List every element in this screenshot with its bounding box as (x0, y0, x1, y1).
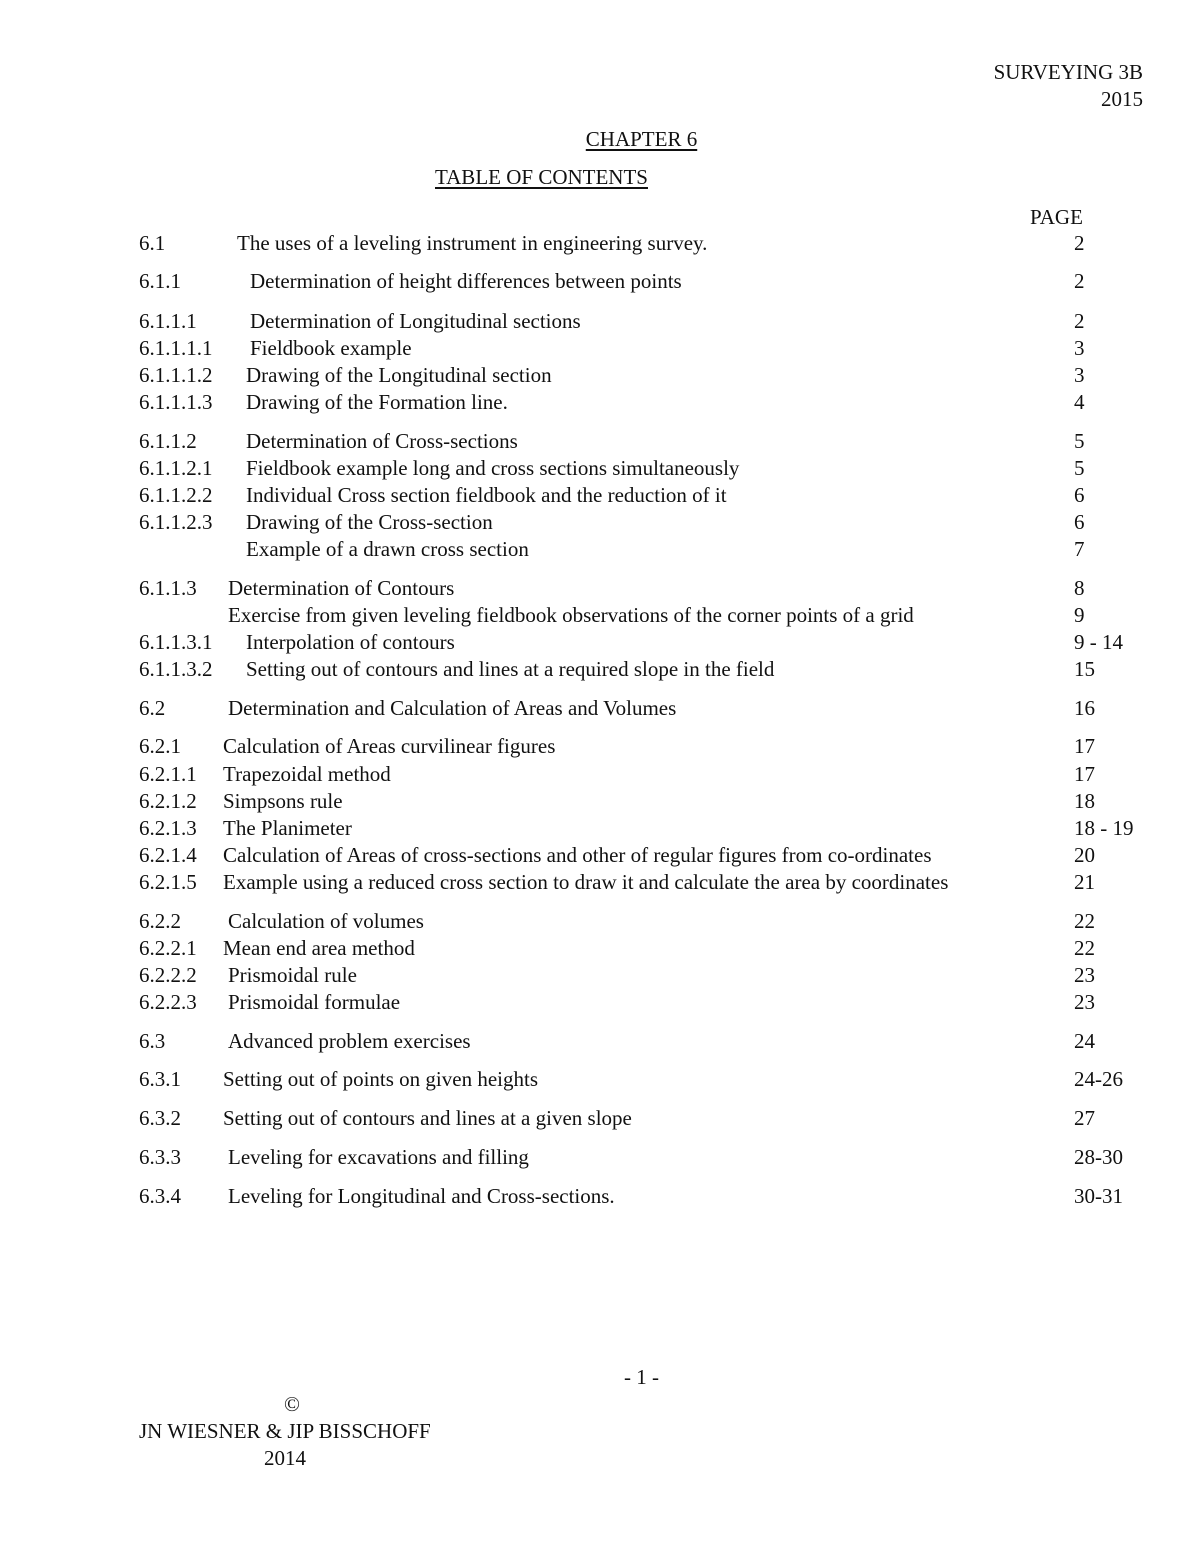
toc-page-number: 16 (1074, 696, 1095, 720)
toc-section-number: 6.1.1.1.3 (139, 390, 213, 414)
header-course-title: SURVEYING 3B (993, 60, 1143, 84)
toc-page-number: 6 (1074, 510, 1085, 534)
toc-section-title: Drawing of the Longitudinal section (246, 363, 552, 387)
toc-section-number: 6.1.1.1.1 (139, 336, 213, 360)
toc-page-number: 5 (1074, 456, 1085, 480)
toc-section-number: 6.1.1.2.2 (139, 483, 213, 507)
toc-page-number: 28-30 (1074, 1145, 1123, 1169)
toc-section-title: Prismoidal rule (228, 963, 357, 987)
toc-section-title: Prismoidal formulae (228, 990, 401, 1014)
toc-section-title: Trapezoidal method (223, 762, 391, 786)
toc-section-number: 6.2.2 (139, 909, 181, 933)
copyright-symbol: © (284, 1392, 300, 1416)
toc-page-number: 8 (1074, 576, 1085, 600)
toc-section-title: Determination of Cross-sections (246, 429, 518, 453)
toc-section-number: 6.2.1 (139, 734, 181, 758)
toc-section-number: 6.2.1.5 (139, 870, 197, 894)
toc-section-title: Drawing of the Formation line. (246, 390, 508, 414)
toc-section-number: 6.2.1.2 (139, 789, 197, 813)
toc-section-title: Exercise from given leveling fieldbook observations of the corner points of a grid (228, 603, 914, 627)
toc-page-number: 4 (1074, 390, 1085, 414)
toc-section-number: 6.2.1.3 (139, 816, 197, 840)
toc-page-number: 18 - 19 (1074, 816, 1134, 840)
toc-section-number: 6.1 (139, 231, 166, 255)
toc-page-number: 23 (1074, 963, 1095, 987)
toc-section-number: 6.1.1.3 (139, 576, 197, 600)
toc-section-title: Mean end area method (223, 936, 415, 960)
toc-section-title: Determination and Calculation of Areas and Volumes (228, 696, 677, 720)
toc-section-title: Calculation of Areas of cross-sections and other of regular figures from co-ordinates (223, 843, 932, 867)
toc-page-number: 2 (1074, 231, 1085, 255)
toc-section-title: Interpolation of contours (246, 630, 455, 654)
toc-page-number: 24-26 (1074, 1067, 1123, 1091)
toc-section-number: 6.3.4 (139, 1184, 181, 1208)
toc-page-number: 5 (1074, 429, 1085, 453)
toc-page-number: 30-31 (1074, 1184, 1123, 1208)
footer-authors: JN WIESNER & JIP BISSCHOFF (139, 1419, 431, 1443)
toc-page-number: 20 (1074, 843, 1095, 867)
toc-page-number: 18 (1074, 789, 1095, 813)
footer-page-number: - 1 - (624, 1365, 659, 1389)
toc-section-title: Leveling for Longitudinal and Cross-sections. (228, 1184, 615, 1208)
toc-section-number: 6.3.3 (139, 1145, 181, 1169)
toc-page-number: 9 (1074, 603, 1085, 627)
chapter-title: CHAPTER 6 (585, 127, 698, 151)
toc-section-title: Fieldbook example long and cross sections simultaneously (246, 456, 740, 480)
toc-section-number: 6.1.1.3.1 (139, 630, 213, 654)
toc-page-number: 17 (1074, 762, 1095, 786)
toc-section-number: 6.3.1 (139, 1067, 181, 1091)
toc-section-title: Determination of height differences between points (250, 269, 682, 293)
toc-section-number: 6.2.2.2 (139, 963, 197, 987)
toc-section-number: 6.2 (139, 696, 166, 720)
toc-section-title: The Planimeter (223, 816, 352, 840)
toc-page-number: 22 (1074, 936, 1095, 960)
toc-section-title: Calculation of volumes (228, 909, 424, 933)
page-column-header: PAGE (1030, 205, 1083, 229)
toc-page-number: 15 (1074, 657, 1095, 681)
header-year: 2015 (1101, 87, 1143, 111)
toc-page-number: 22 (1074, 909, 1095, 933)
toc-section-number: 6.2.1.4 (139, 843, 197, 867)
toc-section-title: Individual Cross section fieldbook and the reduction of it (246, 483, 727, 507)
toc-section-number: 6.1.1.2.1 (139, 456, 213, 480)
toc-section-title: Setting out of contours and lines at a required slope in the field (246, 657, 775, 681)
toc-page-number: 27 (1074, 1106, 1095, 1130)
toc-section-number: 6.1.1.1 (139, 309, 197, 333)
toc-page-number: 9 - 14 (1074, 630, 1123, 654)
toc-section-title: Example of a drawn cross section (246, 537, 529, 561)
toc-section-title: Leveling for excavations and filling (228, 1145, 529, 1169)
toc-page-number: 17 (1074, 734, 1095, 758)
toc-page-number: 3 (1074, 336, 1085, 360)
toc-section-title: Advanced problem exercises (228, 1029, 471, 1053)
toc-page-number: 2 (1074, 309, 1085, 333)
toc-section-number: 6.1.1.2 (139, 429, 197, 453)
toc-page-number: 3 (1074, 363, 1085, 387)
toc-section-title: Simpsons rule (223, 789, 343, 813)
toc-section-number: 6.1.1.3.2 (139, 657, 213, 681)
toc-section-title: Calculation of Areas curvilinear figures (223, 734, 556, 758)
toc-section-number: 6.2.2.1 (139, 936, 197, 960)
toc-page-number: 2 (1074, 269, 1085, 293)
toc-title: TABLE OF CONTENTS (435, 165, 648, 189)
toc-page-number: 23 (1074, 990, 1095, 1014)
toc-section-title: Example using a reduced cross section to draw it and calculate the area by coordinates (223, 870, 949, 894)
footer-year: 2014 (264, 1446, 306, 1470)
toc-section-number: 6.3 (139, 1029, 166, 1053)
toc-section-number: 6.1.1.1.2 (139, 363, 213, 387)
toc-page-number: 24 (1074, 1029, 1095, 1053)
toc-section-title: Fieldbook example (250, 336, 412, 360)
toc-section-title: Drawing of the Cross-section (246, 510, 493, 534)
toc-page-number: 6 (1074, 483, 1085, 507)
toc-section-title: The uses of a leveling instrument in engineering survey. (237, 231, 708, 255)
toc-section-number: 6.2.2.3 (139, 990, 197, 1014)
toc-section-number: 6.3.2 (139, 1106, 181, 1130)
toc-section-title: Setting out of points on given heights (223, 1067, 538, 1091)
toc-section-title: Determination of Longitudinal sections (250, 309, 581, 333)
toc-page-number: 7 (1074, 537, 1085, 561)
toc-page-number: 21 (1074, 870, 1095, 894)
toc-section-number: 6.1.1 (139, 269, 181, 293)
toc-section-title: Setting out of contours and lines at a given slope (223, 1106, 632, 1130)
toc-section-number: 6.1.1.2.3 (139, 510, 213, 534)
toc-section-number: 6.2.1.1 (139, 762, 197, 786)
toc-section-title: Determination of Contours (228, 576, 455, 600)
